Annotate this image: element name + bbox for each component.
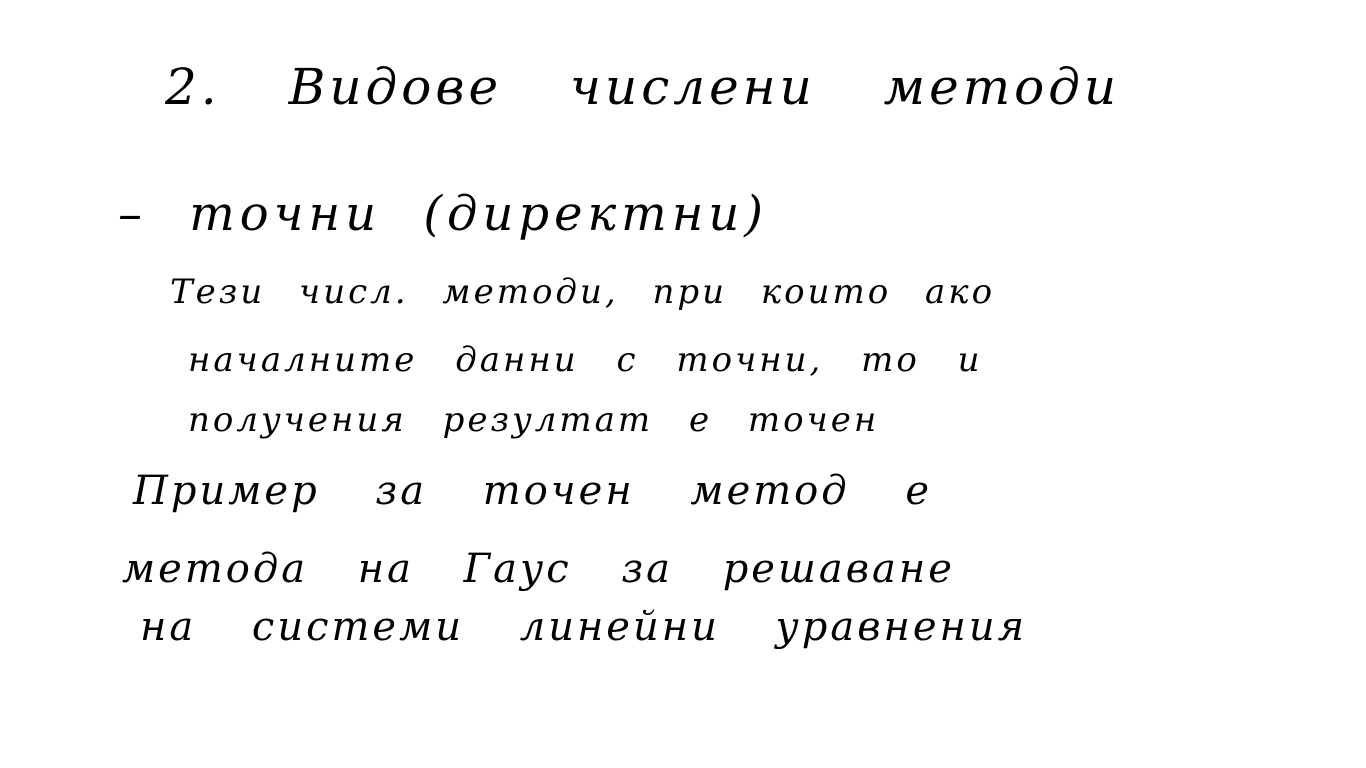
- definition-line: получения резултат е точен: [188, 400, 880, 440]
- definition-line: началните данни с точни, то и: [188, 340, 983, 380]
- example-line: на системи линейни уравнения: [140, 604, 1028, 650]
- page-title: 2. Видове числени методи: [165, 58, 1121, 116]
- definition-line: Тези числ. методи, при които ако: [170, 272, 996, 312]
- example-line: Пример за точен метод е: [133, 468, 932, 514]
- example-line: метода на Гаус за решаване: [122, 546, 955, 592]
- section-heading: – точни (директни): [118, 186, 768, 242]
